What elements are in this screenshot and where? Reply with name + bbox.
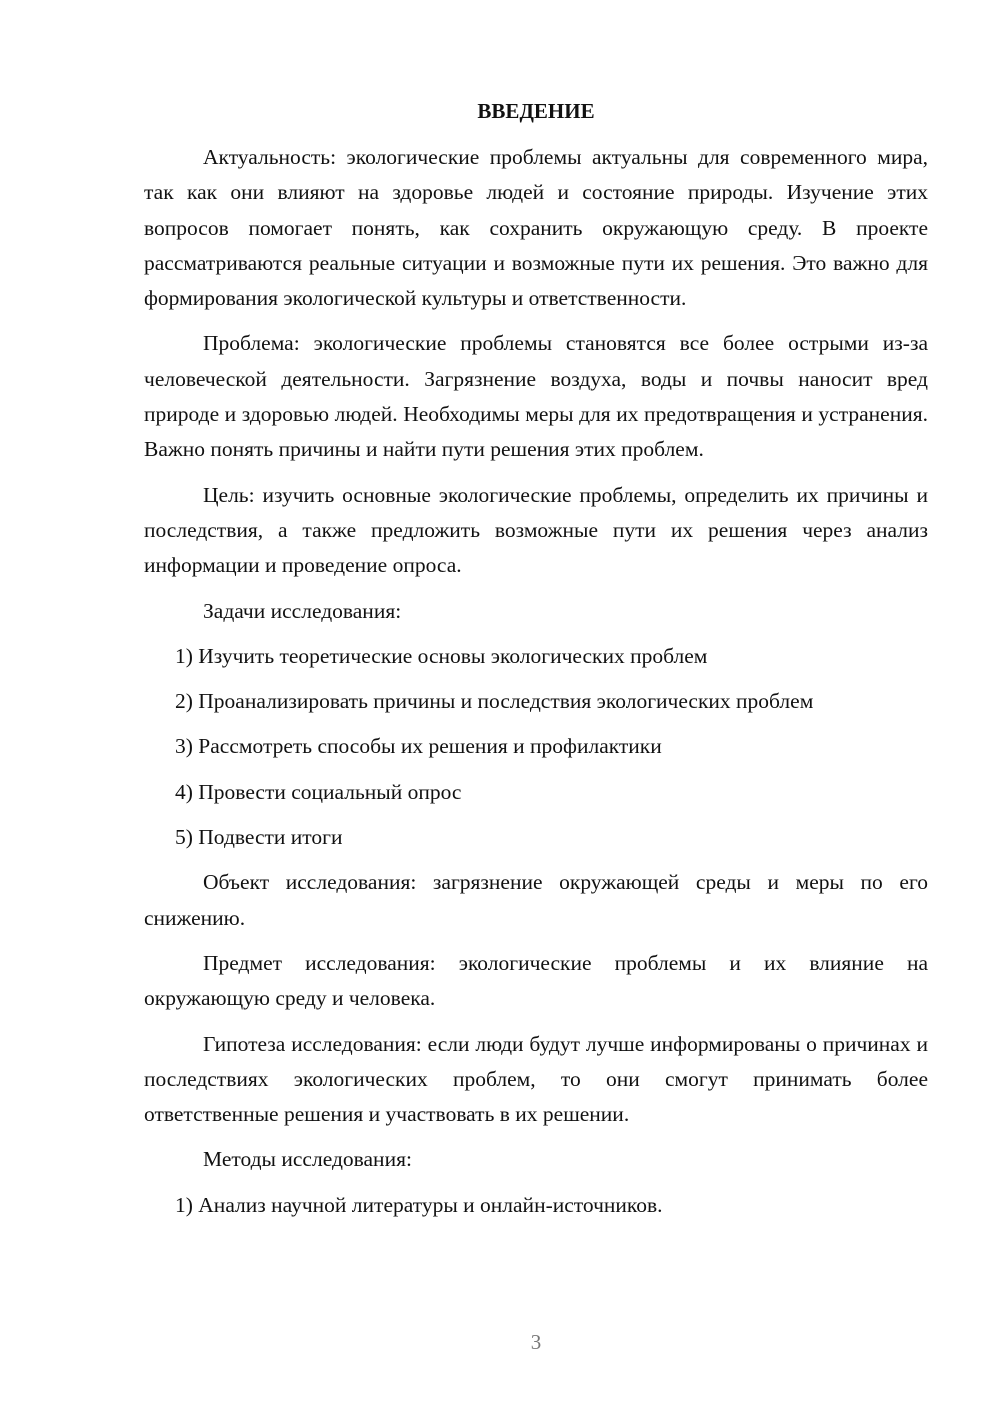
object-paragraph: Объект исследования: загрязнение окружающей среды и меры по его снижению.	[144, 870, 928, 930]
list-item: 3) Рассмотреть способы их решения и профилактики	[175, 734, 662, 759]
problem-paragraph: Проблема: экологические проблемы становятся все более острыми из-за человеческой деятельности. Загрязнение воздуха, воды и почвы наносит вред природе и здоровью людей. Необходимы меры для их предотвращения и устранения. Важно понять причины и найти пути решения этих проблем.	[144, 331, 928, 462]
list-item: 4) Провести социальный опрос	[175, 779, 462, 804]
methods-list	[144, 1188, 928, 1223]
list-item: 1) Анализ научной литературы и онлайн-источников.	[175, 1192, 663, 1217]
list-item: 2) Проанализировать причины и последствия экологических проблем	[175, 689, 814, 714]
list-item: 1) Изучить теоретические основы экологических проблем	[175, 643, 708, 668]
tasks-heading: Задачи исследования:	[203, 598, 402, 623]
methods-heading: Методы исследования:	[203, 1147, 412, 1172]
hypothesis-paragraph: Гипотеза исследования: если люди будут лучше информированы о причинах и последствиях экологических проблем, то они смогут принимать более ответственные решения и участвовать в их решении.	[144, 1031, 928, 1127]
page-content	[144, 94, 928, 1233]
relevance-paragraph: Актуальность: экологические проблемы актуальны для современного мира, так как они влияют на здоровье людей и состояние природы. Изучение этих вопросов помогает понять, как сохранить окружающую среду. В проекте рассматриваются реальные ситуации и возможные пути их решения. Это важно для формирования экологической культуры и ответственности.	[144, 145, 928, 311]
subject-paragraph: Предмет исследования: экологические проблемы и их влияние на окружающую среду и человека.	[144, 950, 928, 1011]
page-title: ВВЕДЕНИЕ	[477, 99, 595, 123]
tasks-list	[144, 639, 928, 855]
list-item: 5) Подвести итоги	[175, 825, 343, 850]
page-number: 3	[530, 1330, 542, 1354]
goal-paragraph: Цель: изучить основные экологические проблемы, определить их причины и последствия, а также предложить возможные пути их решения через анализ информации и проведение опроса.	[144, 482, 928, 578]
